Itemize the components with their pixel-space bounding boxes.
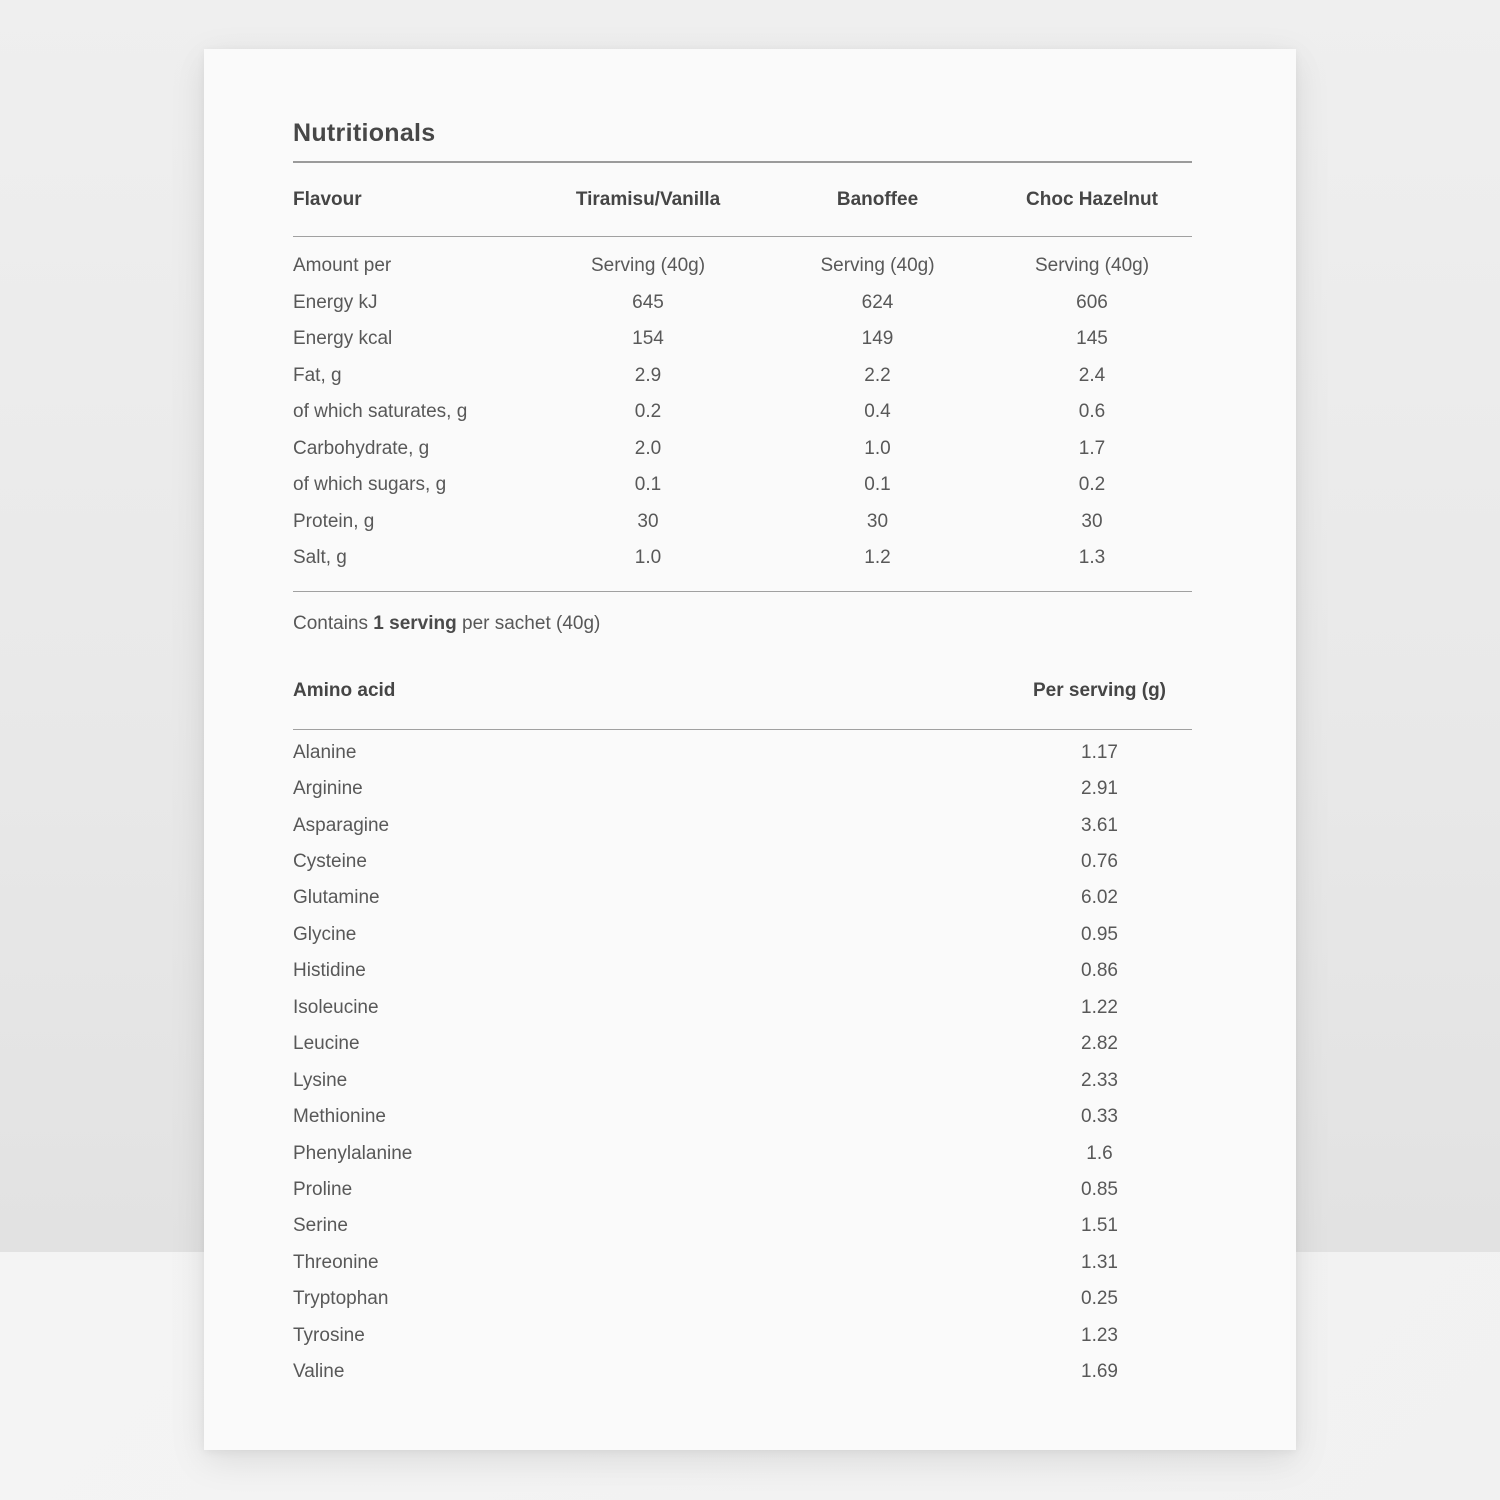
amino-name: Serine [293,1215,348,1237]
amino-value: 0.86 [1081,960,1118,982]
nutrition-value-cell: Serving (40g) [820,255,935,277]
nutrition-row-label: Carbohydrate, g [293,437,430,459]
nutrition-value-cell: 1.0 [634,547,662,569]
flavour-header-banoffee: Banoffee [836,188,919,210]
amino-value: 1.51 [1081,1215,1118,1237]
nutrition-row-fat [293,358,1192,395]
nutrition-row-label: Fat, g [293,364,342,386]
nutritionals-card [204,49,1296,1450]
amino-value: 0.33 [1081,1106,1118,1128]
amino-acid-column-header: Amino acid [293,679,396,701]
amino-name: Methionine [293,1106,386,1128]
amino-value: 0.85 [1081,1178,1118,1200]
amino-value: 6.02 [1081,887,1118,909]
nutrition-value-cell: Serving (40g) [590,255,706,277]
nutrition-value-cell: 624 [861,291,894,313]
nutrition-value-cell: 606 [1076,291,1108,313]
nutrition-value-cell: 149 [861,328,894,350]
nutrition-value-cell: 2.2 [864,364,891,386]
amino-name: Isoleucine [293,996,379,1018]
nutrition-row-label: Energy kcal [293,328,393,350]
nutrition-value-cell: 2.9 [634,364,662,386]
amino-name: Tyrosine [293,1324,365,1346]
amino-name: Tryptophan [293,1288,389,1310]
nutrition-value-cell: 645 [632,291,664,313]
amino-value: 1.22 [1081,996,1118,1018]
nutrition-value-cell: 1.7 [1078,437,1106,459]
section-title: Nutritionals [293,119,436,147]
nutrition-value-cell: 30 [1081,510,1103,532]
nutrition-value-cell: 1.0 [864,437,891,459]
amino-name: Glutamine [293,887,380,909]
serving-note-suffix: per sachet (40g) [462,612,601,634]
amino-value: 1.31 [1081,1251,1118,1273]
nutrition-value-cell: Serving (40g) [1034,255,1150,277]
nutrition-value-cell: 1.3 [1078,547,1106,569]
amino-acid-header-row [293,680,1192,702]
amino-row-glycine [293,917,1192,953]
amino-row-phenylalanine [293,1135,1192,1171]
flavour-header-tiramisu-vanilla: Tiramisu/Vanilla [575,188,721,210]
nutrition-value-cell: 154 [632,328,664,350]
nutrition-row-protein [293,504,1192,541]
amino-value: 1.23 [1081,1324,1118,1346]
amino-row-serine [293,1208,1192,1244]
amino-name: Cysteine [293,851,367,873]
amino-acid-table-body [293,730,1192,1391]
amino-name: Leucine [293,1033,360,1055]
serving-note-prefix: Contains [293,612,368,634]
amino-value: 0.76 [1081,851,1118,873]
nutrition-row-label: Protein, g [293,510,375,532]
amino-value: 0.25 [1081,1288,1118,1310]
nutrition-row-salt [293,540,1192,577]
amino-row-arginine [293,771,1192,807]
amino-row-tryptophan [293,1281,1192,1317]
nutrition-value-cell: 0.1 [864,474,891,496]
nutrition-value-cell: 0.2 [634,401,662,423]
amino-name: Glycine [293,923,357,945]
nutrition-value-cell: 0.4 [864,401,891,423]
nutrition-value-cell: 30 [637,510,659,532]
nutrition-value-cell: 0.6 [1078,401,1106,423]
nutrition-row-label: Amount per [293,255,392,277]
amino-value: 2.82 [1081,1033,1118,1055]
nutrition-value-cell: 2.4 [1078,364,1106,386]
amino-row-isoleucine [293,990,1192,1026]
amino-row-leucine [293,1026,1192,1062]
serving-note-bold: 1 serving [373,612,457,634]
nutrition-value-cell: 0.2 [1078,474,1106,496]
amino-value: 2.91 [1081,778,1118,800]
table-bottom-divider [293,591,1192,592]
amino-row-alanine [293,735,1192,771]
amino-value: 1.69 [1081,1361,1118,1383]
amino-value: 1.6 [1086,1142,1113,1164]
amino-name: Alanine [293,741,357,763]
nutrition-row-energy-kcal [293,321,1192,358]
amino-row-tyrosine [293,1318,1192,1354]
amino-name: Lysine [293,1069,348,1091]
flavour-column-header: Flavour [293,188,362,210]
nutrition-row-carbohydrate [293,431,1192,468]
amino-row-valine [293,1354,1192,1390]
nutrition-row-amount-per [293,248,1192,285]
nutrition-value-cell: 0.1 [634,474,662,496]
amino-row-cysteine [293,844,1192,880]
amino-row-threonine [293,1245,1192,1281]
amino-row-proline [293,1172,1192,1208]
nutrition-value-cell: 145 [1076,328,1108,350]
nutrition-row-energy-kj [293,285,1192,322]
amino-name: Threonine [293,1251,379,1273]
amino-name: Proline [293,1178,353,1200]
amino-name: Asparagine [293,814,390,836]
serving-note [293,611,1192,637]
nutrition-row-label: Salt, g [293,547,347,569]
nutrition-table-body [293,237,1192,591]
amino-name: Histidine [293,960,366,982]
amino-value: 0.95 [1081,923,1118,945]
nutrition-value-cell: 2.0 [634,437,662,459]
amino-row-lysine [293,1062,1192,1098]
amino-value: 3.61 [1081,814,1118,836]
flavour-header-choc-hazelnut: Choc Hazelnut [1026,188,1158,210]
per-serving-column-header: Per serving (g) [1032,679,1167,701]
nutrition-row-label: Energy kJ [293,291,378,313]
nutrition-row-saturates [293,394,1192,431]
nutrition-row-sugars [293,467,1192,504]
nutrition-value-cell: 30 [866,510,889,532]
amino-value: 1.17 [1081,741,1118,763]
amino-name: Valine [293,1361,345,1383]
nutrition-value-cell: 1.2 [864,547,891,569]
amino-row-histidine [293,953,1192,989]
amino-row-glutamine [293,880,1192,916]
nutrition-row-label: of which saturates, g [293,401,468,423]
amino-row-asparagine [293,807,1192,843]
amino-name: Arginine [293,778,363,800]
amino-value: 2.33 [1081,1069,1118,1091]
amino-row-methionine [293,1099,1192,1135]
nutrition-row-label: of which sugars, g [293,474,447,496]
flavour-header-row [293,163,1192,236]
amino-name: Phenylalanine [293,1142,413,1164]
